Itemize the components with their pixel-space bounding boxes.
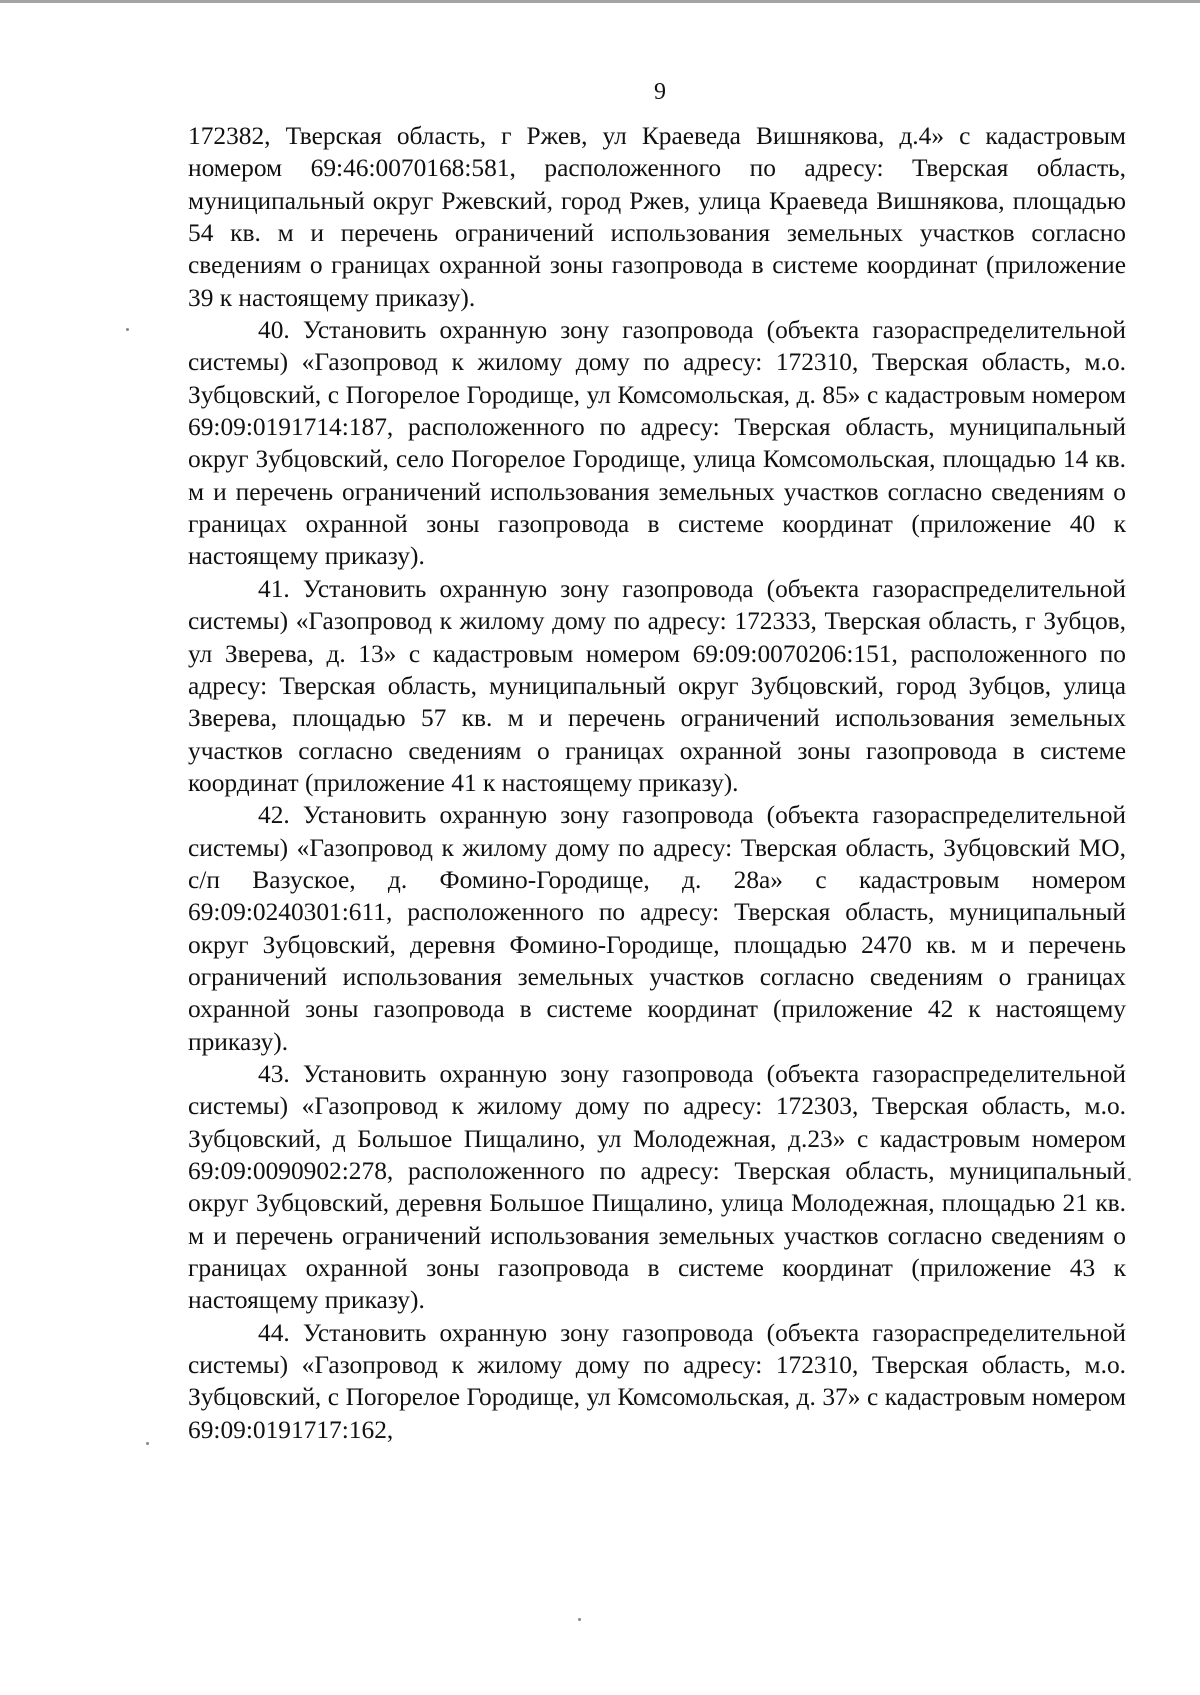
document-body [188, 120, 1126, 1446]
scan-speck [126, 328, 129, 331]
paragraph-item-44: 44. Установить охранную зону газопровода (объекта газораспределительной системы) «Газопровод к жилому дому по адресу: 172310, Тверская область, м.о. Зубцовский, с Погорелое Городище, ул Комсомольская, д. 37» с кадастровым номером 69:09:0191717:162, [188, 1318, 1126, 1444]
scan-speck [578, 1618, 581, 1621]
scan-speck [1128, 1178, 1131, 1181]
paragraph-continuation: 172382, Тверская область, г Ржев, ул Краеведа Вишнякова, д.4» с кадастровым номером 69:46:0070168:581, расположенного по адресу: Тверская область, муниципальный округ Ржевский, город Ржев, улица Краеведа Вишнякова, площадью 54 кв. м и перечень ограничений использования земельных участков согласно сведениям о границах охранной зоны газопровода в системе координат (приложение 39 к настоящему приказу). [188, 122, 1126, 312]
scan-top-edge [0, 0, 1200, 3]
scan-speck [146, 1442, 149, 1445]
page-number: 9 [654, 79, 666, 105]
paragraph-item-40: 40. Установить охранную зону газопровода (объекта газораспределительной системы) «Газопровод к жилому дому по адресу: 172310, Тверская область, м.о. Зубцовский, с Погорелое Городище, ул Комсомольская, д. 85» с кадастровым номером 69:09:0191714:187, расположенного по адресу: Тверская область, муниципальный округ Зубцовский, село Погорелое Городище, улица Комсомольская, площадью 14 кв. м и перечень ограничений использования земельных участков согласно сведениям о границах охранной зоны газопровода в системе координат (приложение 40 к настоящему приказу). [188, 316, 1126, 571]
paragraph-item-43: 43. Установить охранную зону газопровода (объекта газораспределительной системы) «Газопровод к жилому дому по адресу: 172303, Тверская область, м.о. Зубцовский, д Большое Пищалино, ул Молодежная, д.23» с кадастровым номером 69:09:0090902:278, расположенного по адресу: Тверская область, муниципальный округ Зубцовский, деревня Большое Пищалино, улица Молодежная, площадью 21 кв. м и перечень ограничений использования земельных участков согласно сведениям о границах охранной зоны газопровода в системе координат (приложение 43 к настоящему приказу). [188, 1059, 1126, 1315]
paragraph-item-42: 42. Установить охранную зону газопровода (объекта газораспределительной системы) «Газопровод к жилому дому по адресу: Тверская область, Зубцовский МО, с/п Вазуское, д. Фомино-Городище, д. 28а» с кадастровым номером 69:09:0240301:611, расположенного по адресу: Тверская область, муниципальный округ Зубцовский, деревня Фомино-Городище, площадью 2470 кв. м и перечень ограничений использования земельных участков согласно сведениям о границах охранной зоны газопровода в системе координат (приложение 42 к настоящему приказу). [188, 801, 1126, 1056]
paragraph-item-41: 41. Установить охранную зону газопровода (объекта газораспределительной системы) «Газопровод к жилому дому по адресу: 172333, Тверская область, г Зубцов, ул Зверева, д. 13» с кадастровым номером 69:09:0070206:151, расположенного по адресу: Тверская область, муниципальный округ Зубцовский, город Зубцов, улица Зверева, площадью 57 кв. м и перечень ограничений использования земельных участков согласно сведениям о границах охранной зоны газопровода в системе координат (приложение 41 к настоящему приказу). [188, 574, 1126, 797]
